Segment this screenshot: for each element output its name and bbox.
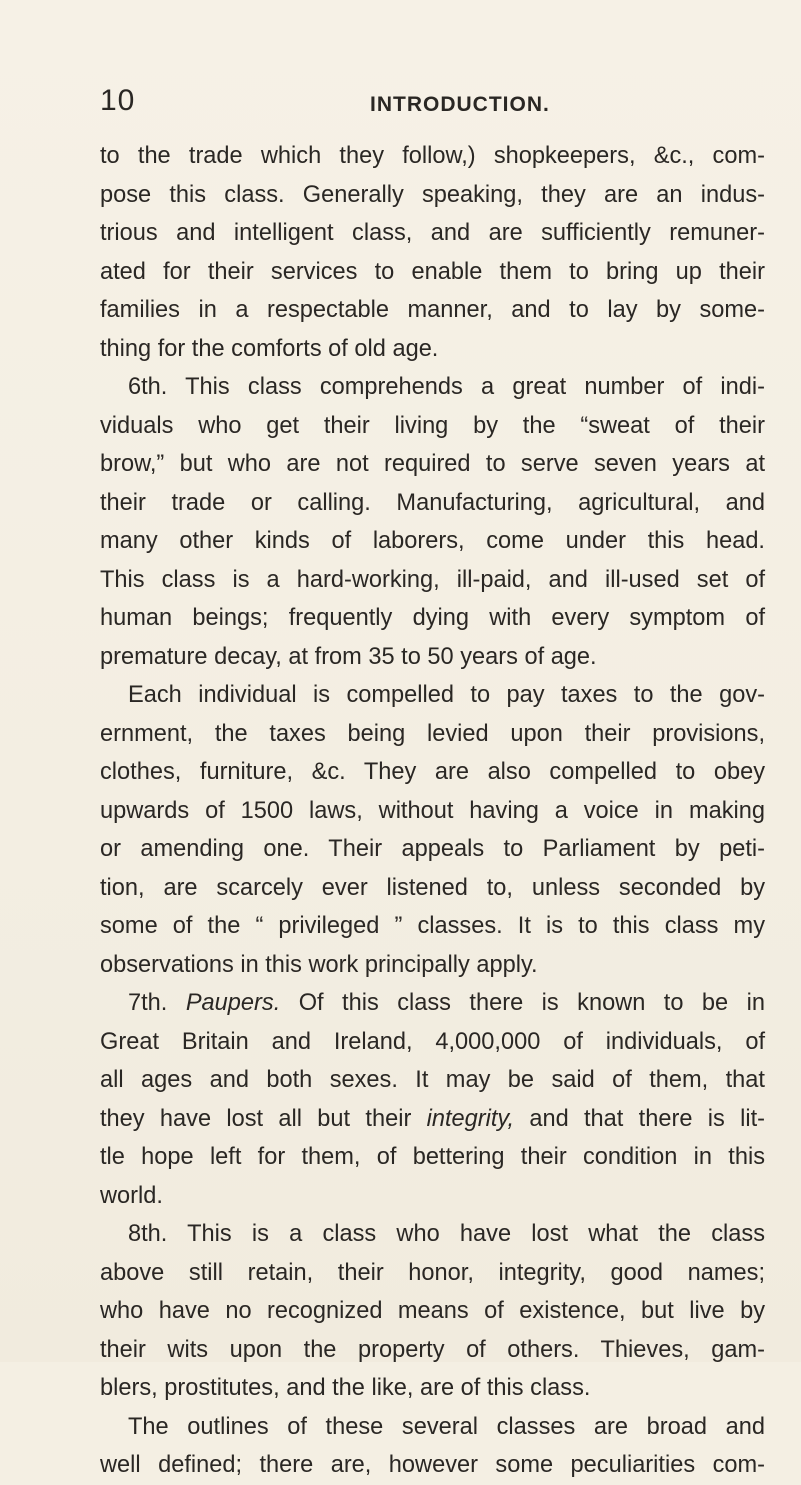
text-line: all ages and both sexes. It may be said of them, that — [100, 1067, 765, 1093]
text-line: observations in this work principally apply. — [100, 951, 538, 978]
text-line: their wits upon the property of others. Thieves, gam- — [100, 1336, 765, 1363]
text-line: to the trade which they follow,) shopkeepers, &c., com- — [100, 143, 765, 169]
text-line: Each individual is compelled to pay taxes to the gov- — [128, 682, 765, 708]
text-line — [100, 984, 765, 1023]
text-line: clothes, furniture, &c. They are also compelled to obey — [100, 759, 765, 785]
text-line: above still retain, their honor, integrity, good names; — [100, 1259, 765, 1286]
text-line: ated for their services to enable them to bring up their — [100, 258, 765, 285]
text-line: Great Britain and Ireland, 4,000,000 of individuals, of — [100, 1028, 765, 1055]
text-line: tle hope left for them, of bettering their condition in this — [100, 1144, 765, 1170]
text-line: pose this class. Generally speaking, they are an indus- — [100, 181, 765, 208]
text-run: and that there is lit- — [514, 1105, 765, 1132]
text-run: Of this class there is known to be in — [280, 990, 765, 1016]
text-line: This class is a hard-working, ill-paid, and ill-used set of — [100, 566, 765, 593]
text-line: upwards of 1500 laws, without having a voice in making — [100, 797, 765, 824]
text-line: The outlines of these several classes are broad and — [128, 1413, 765, 1440]
italic-term: Paupers. — [185, 990, 281, 1016]
text-line: trious and intelligent class, and are sufficiently remuner- — [100, 220, 765, 246]
text-run: they have lost all but their — [100, 1105, 427, 1132]
text-line: many other kinds of laborers, come under this head. — [100, 528, 765, 554]
text-line: who have no recognized means of existence, but live by — [100, 1298, 765, 1324]
page-number: 10 — [100, 84, 136, 117]
text-line: well defined; there are, however some peculiarities com- — [100, 1452, 765, 1478]
body-text — [100, 137, 765, 1485]
text-line: some of the “ privileged ” classes. It is to this class my — [100, 913, 765, 939]
text-line: premature decay, at from 35 to 50 years of age. — [100, 643, 597, 670]
text-line: 8th. This is a class who have lost what the class — [128, 1221, 765, 1247]
text-line: brow,” but who are not required to serve seven years at — [100, 451, 765, 477]
running-head — [100, 84, 760, 120]
text-line — [100, 1100, 765, 1139]
italic-term: integrity, — [426, 1105, 515, 1132]
text-line: or amending one. Their appeals to Parliament by peti- — [100, 836, 765, 862]
text-run: 7th. — [128, 990, 186, 1016]
text-line: viduals who get their living by the “sweat of their — [100, 412, 765, 439]
text-line: thing for the comforts of old age. — [100, 335, 439, 362]
text-line: human beings; frequently dying with every symptom of — [100, 605, 765, 631]
text-line: blers, prostitutes, and the like, are of this class. — [100, 1375, 591, 1401]
text-line: their trade or calling. Manufacturing, agricultural, and — [100, 489, 765, 516]
text-line: 6th. This class comprehends a great number of indi- — [128, 374, 765, 400]
running-title: INTRODUCTION. — [370, 93, 550, 116]
text-line: world. — [100, 1182, 163, 1209]
text-line: tion, are scarcely ever listened to, unless seconded by — [100, 874, 765, 901]
text-line: ernment, the taxes being levied upon their provisions, — [100, 720, 765, 747]
text-line: families in a respectable manner, and to lay by some- — [100, 297, 765, 323]
